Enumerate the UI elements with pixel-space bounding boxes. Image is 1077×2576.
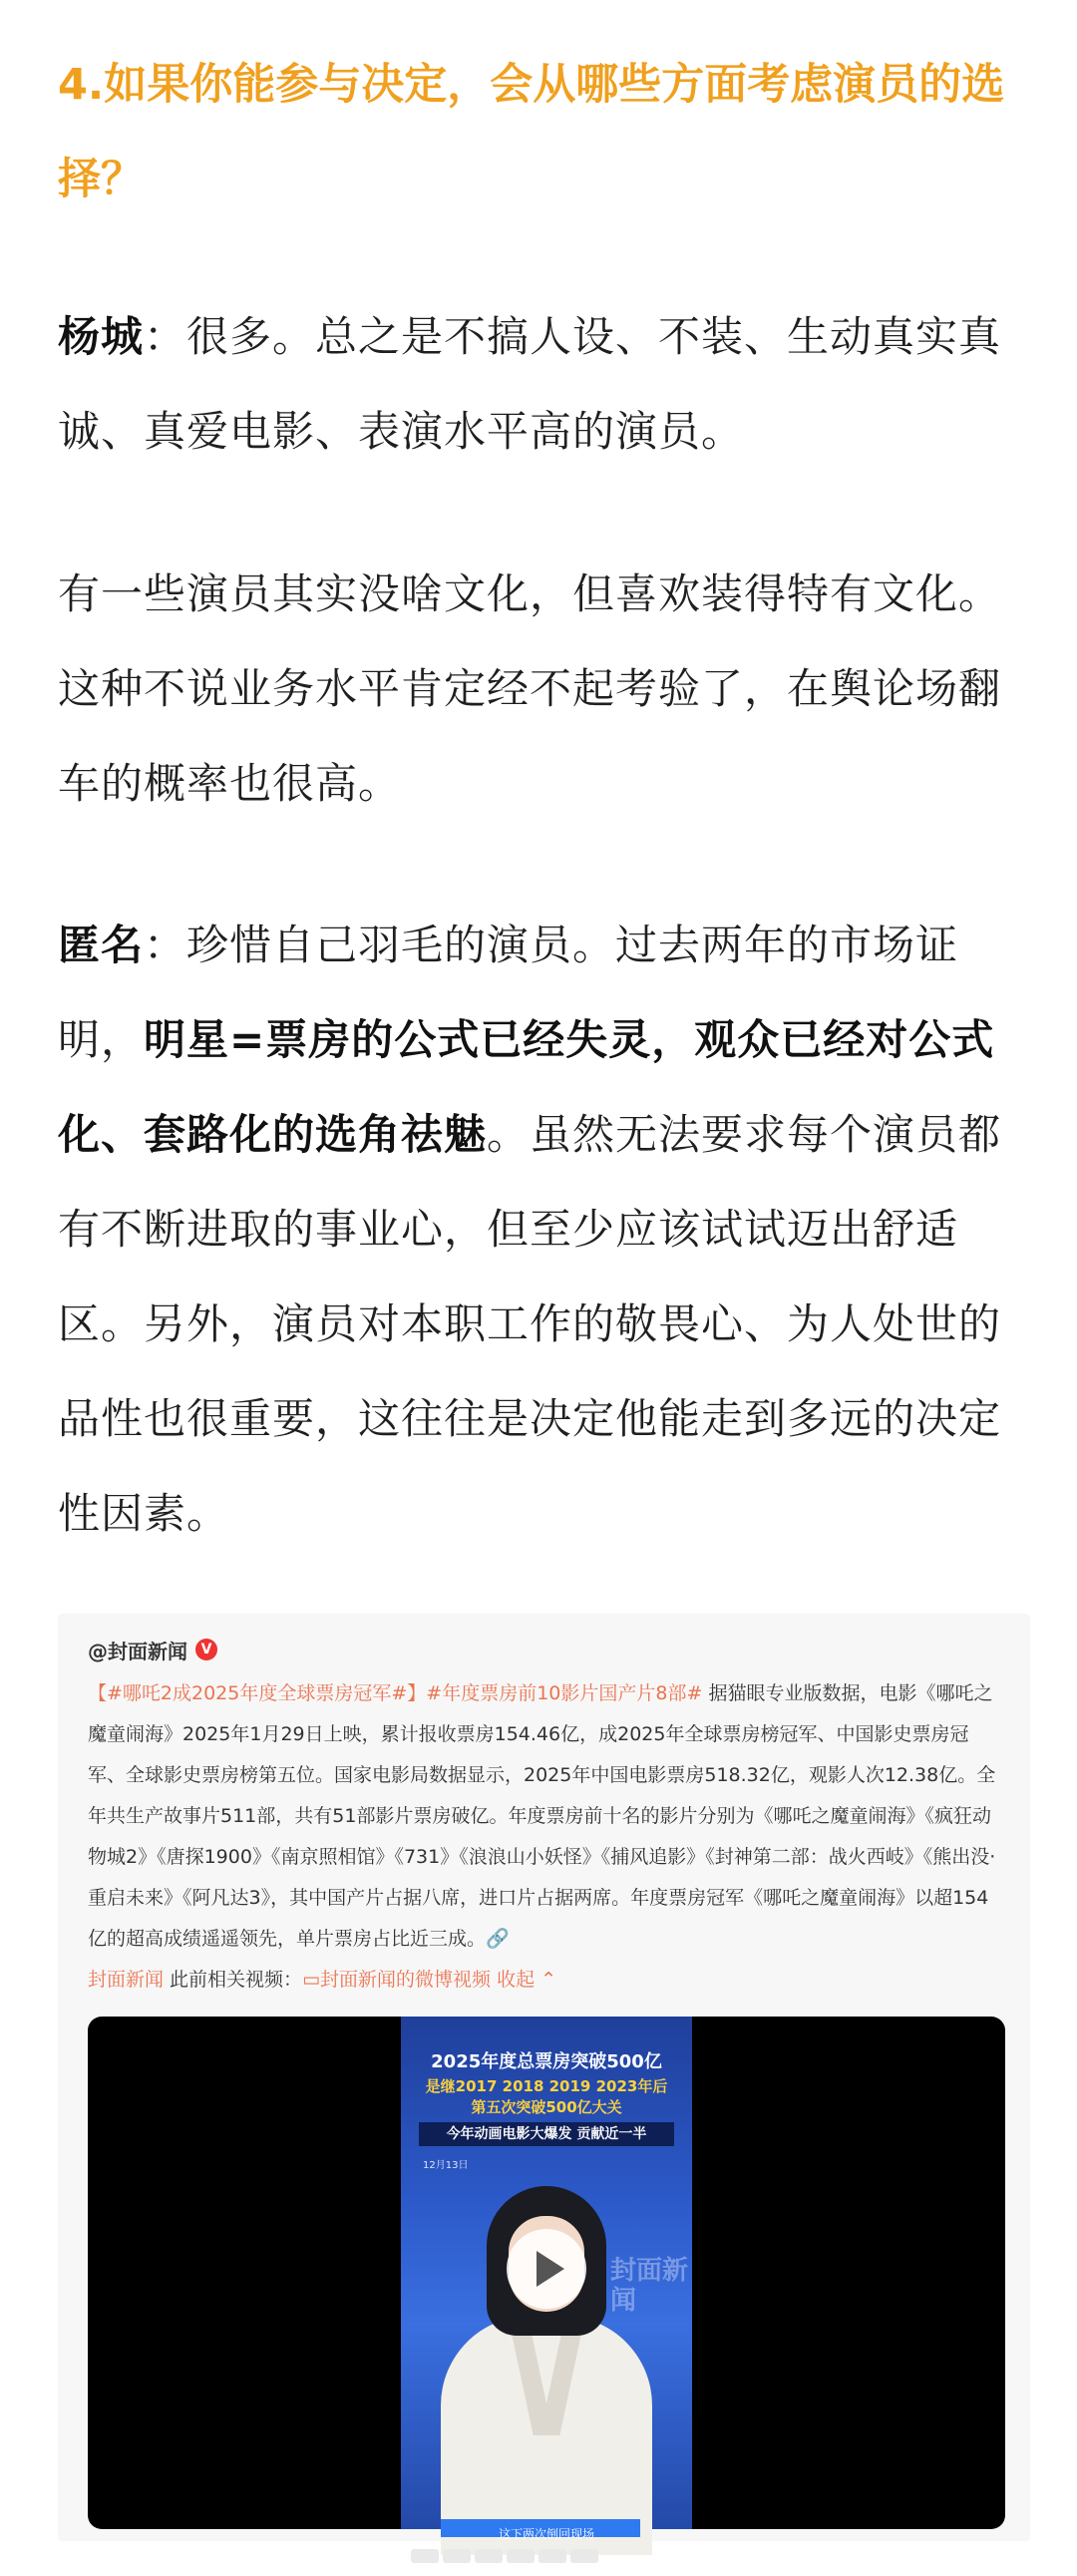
- video-subtitle: 这下两次倒回现场: [498, 2527, 594, 2541]
- video-player[interactable]: [88, 2017, 1005, 2541]
- link-icon: 🔗: [486, 1928, 510, 1950]
- video-banner: 今年动画电影大爆发 贡献近一半: [419, 2122, 674, 2146]
- answer-text: 。虽然无法要求每个演员都有不断进取的事业心，但至少应该试试迈出舒适区。另外，演员对本职工作的敬畏心、为人处世的品性也很重要，这往往是决定他能走到多远的决定性因素。: [58, 1110, 1002, 1538]
- speaker-name: 杨城: [58, 312, 145, 361]
- hashtag-link[interactable]: 【#哪吒2成2025年度全球票房冠军#】: [88, 1682, 427, 1704]
- question-heading: 4.如果你能参与决定，会从哪些方面考虑演员的选择？: [58, 60, 1005, 204]
- video-date: 12月13日: [423, 2160, 469, 2171]
- author-row: [88, 1632, 217, 1667]
- author-name[interactable]: @封面新闻: [88, 1639, 187, 1663]
- video-headline: 2025年度总票房突破500亿: [431, 2051, 662, 2072]
- video-line-3: 第五次突破500亿大关: [471, 2098, 622, 2116]
- speaker-name: 匿名: [58, 920, 145, 969]
- embedded-weibo-card[interactable]: [58, 1614, 1030, 2541]
- video-link[interactable]: ▭封面新闻的微博视频: [302, 1969, 492, 1991]
- emphasis-text: 明星=票房的公式已经失灵，观众已经对公式化、套路化的选角祛魅: [58, 1015, 995, 1159]
- related-label: 此前相关视频：: [164, 1969, 303, 1991]
- answer-paragraph-1: [58, 289, 1030, 479]
- post-text: [88, 1673, 1000, 2001]
- channel-watermark: 封面新闻: [610, 2256, 689, 2316]
- play-button[interactable]: [507, 2229, 586, 2309]
- answer-paragraph-3: [58, 898, 1030, 1561]
- play-icon: [537, 2251, 564, 2287]
- bottom-watermark: [411, 2549, 670, 2567]
- answer-text: ：很多。总之是不搞人设、不装、生动真实真诚、真爱电影、表演水平高的演员。: [58, 312, 1002, 456]
- hashtag-link[interactable]: #年度票房前10影片国产片8部#: [426, 1682, 703, 1704]
- verified-badge-icon: V: [195, 1639, 217, 1660]
- answer-text: ：珍惜自己羽毛的演员。过去两年的市场证明，: [58, 920, 959, 1064]
- source-link[interactable]: 封面新闻: [88, 1969, 165, 1991]
- collapse-button[interactable]: 收起 ⌃: [491, 1969, 557, 1991]
- answer-paragraph-2: 有一些演员其实没啥文化，但喜欢装得特有文化。这种不说业务水平肯定经不起考验了，在舆论场翻车的概率也很高。: [58, 569, 1002, 808]
- post-body: 据猫眼专业版数据，电影《哪吒之魔童闹海》2025年1月29日上映，累计报收票房154.46亿，成2025年全球票房榜冠军、中国影史票房冠军、全球影史票房榜第五位。国家电影局数据显示，2025年中国电影票房518.32亿，观影人次12.38亿。全年共生产故事片511部，共有51部影片票房破亿。年度票房前十名的影片分别为《哪吒之魔童闹海》《疯狂动物城2》《唐探1900》《南京照相馆》《731》《浪浪山小妖怪》《捕风追影》《封神第二部：战火西岐》《熊出没·重启未来》《阿凡达3》，其中国产片占据八席，进口片占据两席。年度票房冠军《哪吒之魔童闹海》以超154亿的超高成绩遥遥领先，单片票房占比近三成。: [88, 1682, 996, 1950]
- video-line-2: 是继2017 2018 2019 2023年后: [425, 2077, 668, 2095]
